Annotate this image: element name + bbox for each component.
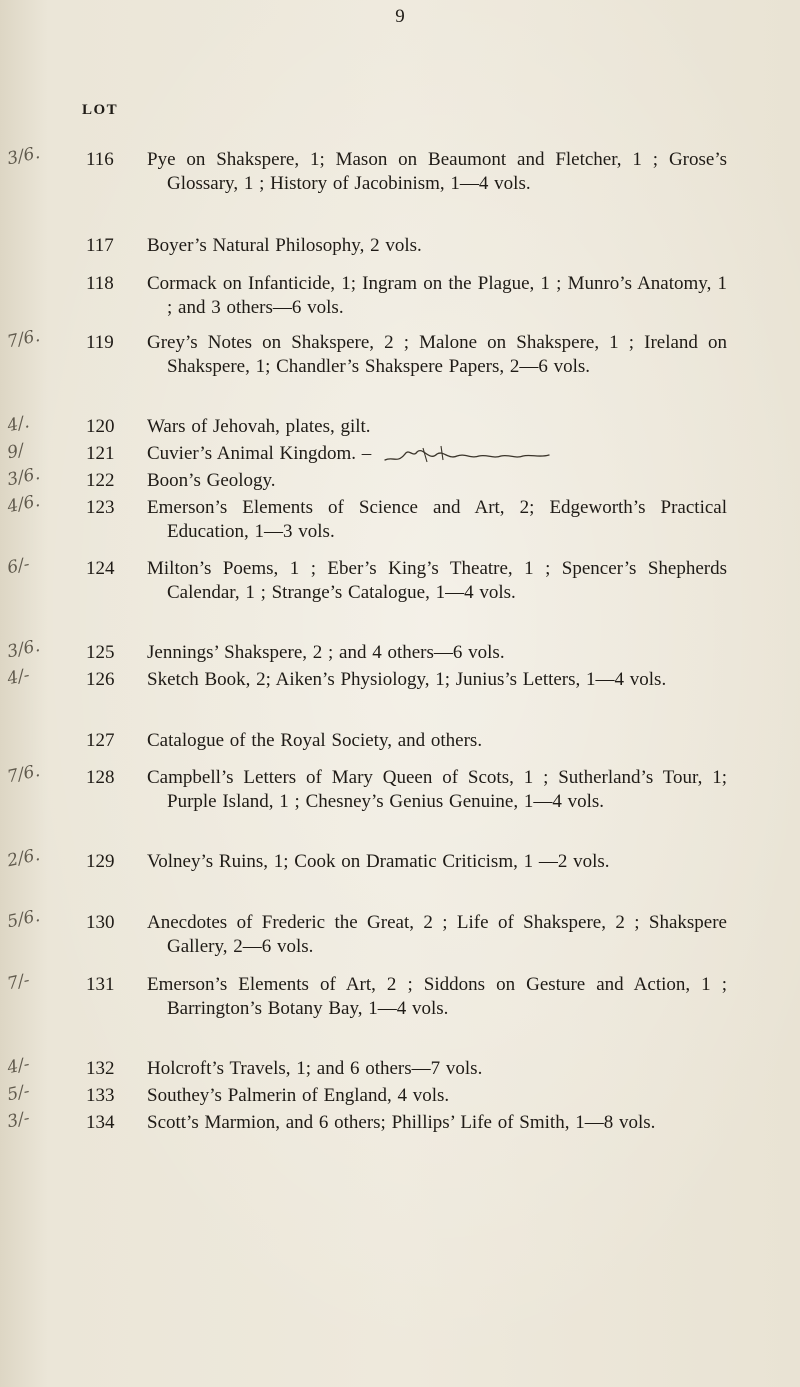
lot-description: Campbell’s Letters of Mary Queen of Scots, 1 ; Sutherland’s Tour, 1; Purple Island, 1 ; Chesney’s Genius Genuine, 1—4 vols. (147, 767, 727, 812)
lot-number: 132 (86, 1058, 115, 1079)
lot-number: 134 (86, 1112, 115, 1133)
lot-description: Anecdotes of Frederic the Great, 2 ; Life of Shakspere, 2 ; Shakspere Gallery, 2—6 vols. (147, 912, 727, 957)
price-annotation: 6/- (5, 554, 32, 579)
lot-number: 121 (86, 443, 115, 464)
lot-number: 118 (86, 273, 114, 294)
lot-description: Boyer’s Natural Philosophy, 2 vols. (147, 235, 422, 256)
lot-number: 116 (86, 149, 114, 170)
handwritten-signature (383, 444, 553, 466)
lot-description: Jennings’ Shakspere, 2 ; and 4 others—6 vols. (147, 642, 505, 663)
lot-description: Emerson’s Elements of Art, 2 ; Siddons on Gesture and Action, 1 ; Barrington’s Botany Bay, 1—4 vols. (147, 974, 727, 1019)
price-annotation: 5/6. (5, 905, 42, 933)
lot-number: 129 (86, 851, 115, 872)
lot-number: 124 (86, 558, 115, 579)
lot-description: Milton’s Poems, 1 ; Eber’s King’s Theatre, 1 ; Spencer’s Shepherds Calendar, 1 ; Strange’s Catalogue, 1—4 vols. (147, 558, 727, 603)
price-annotation: 3/6. (5, 463, 42, 491)
lot-number: 123 (86, 497, 115, 518)
lot-description: Volney’s Ruins, 1; Cook on Dramatic Criticism, 1 —2 vols. (147, 851, 610, 872)
lot-number: 128 (86, 767, 115, 788)
price-annotation: 3/6. (5, 142, 42, 170)
lot-number: 117 (86, 235, 114, 256)
lot-description: Catalogue of the Royal Society, and others. (147, 730, 483, 751)
price-annotation: 3/- (5, 1108, 32, 1133)
price-annotation (5, 225, 62, 265)
lot-description: Boon’s Geology. (147, 470, 276, 491)
price-annotation (5, 720, 62, 760)
lot-description: Southey’s Palmerin of England, 4 vols. (147, 1085, 450, 1106)
price-annotation: 2/6. (5, 844, 42, 872)
price-annotation: 7/6. (5, 760, 42, 788)
price-annotation: 4/. (5, 412, 32, 437)
lot-number: 122 (86, 470, 115, 491)
price-annotation: 7/- (5, 970, 32, 995)
lot-number: 130 (86, 912, 115, 933)
lot-description: Wars of Jehovah, plates, gilt. (147, 416, 371, 437)
lot-description: Cormack on Infanticide, 1; Ingram on the Plague, 1 ; Munro’s Anatomy, 1 ; and 3 others—6 vols. (147, 273, 727, 318)
price-annotation: 7/6. (5, 325, 42, 353)
page-number: 9 (395, 6, 405, 27)
price-annotation: 4/6. (5, 490, 42, 518)
lot-description: Emerson’s Elements of Science and Art, 2; Edgeworth’s Practical Education, 1—3 vols. (147, 497, 727, 542)
lot-description: Scott’s Marmion, and 6 others; Phillips’ Life of Smith, 1—8 vols. (147, 1112, 656, 1133)
price-annotation: 4/- (5, 1054, 32, 1079)
price-annotation: 3/6. (5, 635, 42, 663)
lot-description: Pye on Shakspere, 1; Mason on Beaumont and Fletcher, 1 ; Grose’s Glossary, 1 ; History of Jacobinism, 1—4 vols. (147, 149, 727, 194)
lot-description: Sketch Book, 2; Aiken’s Physiology, 1; Junius’s Letters, 1—4 vols. (147, 669, 667, 690)
lot-description: Grey’s Notes on Shakspere, 2 ; Malone on Shakspere, 1 ; Ireland on Shakspere, 1; Chandler’s Shakspere Papers, 2—6 vols. (147, 332, 727, 377)
lot-number: 131 (86, 974, 115, 995)
price-annotation: 5/- (5, 1081, 32, 1106)
lot-description: Holcroft’s Travels, 1; and 6 others—7 vols. (147, 1058, 483, 1079)
price-annotation (5, 263, 62, 303)
price-annotation: 9/ (5, 440, 26, 464)
lot-number: 127 (86, 730, 115, 751)
lot-description (147, 442, 727, 466)
lot-number: 126 (86, 669, 115, 690)
lot-number: 120 (86, 416, 115, 437)
price-annotation: 4/- (5, 665, 32, 690)
lot-column-header: LOT (82, 102, 119, 118)
lot-number: 133 (86, 1085, 115, 1106)
lot-description-text: Cuvier’s Animal Kingdom. – (147, 443, 372, 464)
lot-number: 125 (86, 642, 115, 663)
lot-number: 119 (86, 332, 114, 353)
